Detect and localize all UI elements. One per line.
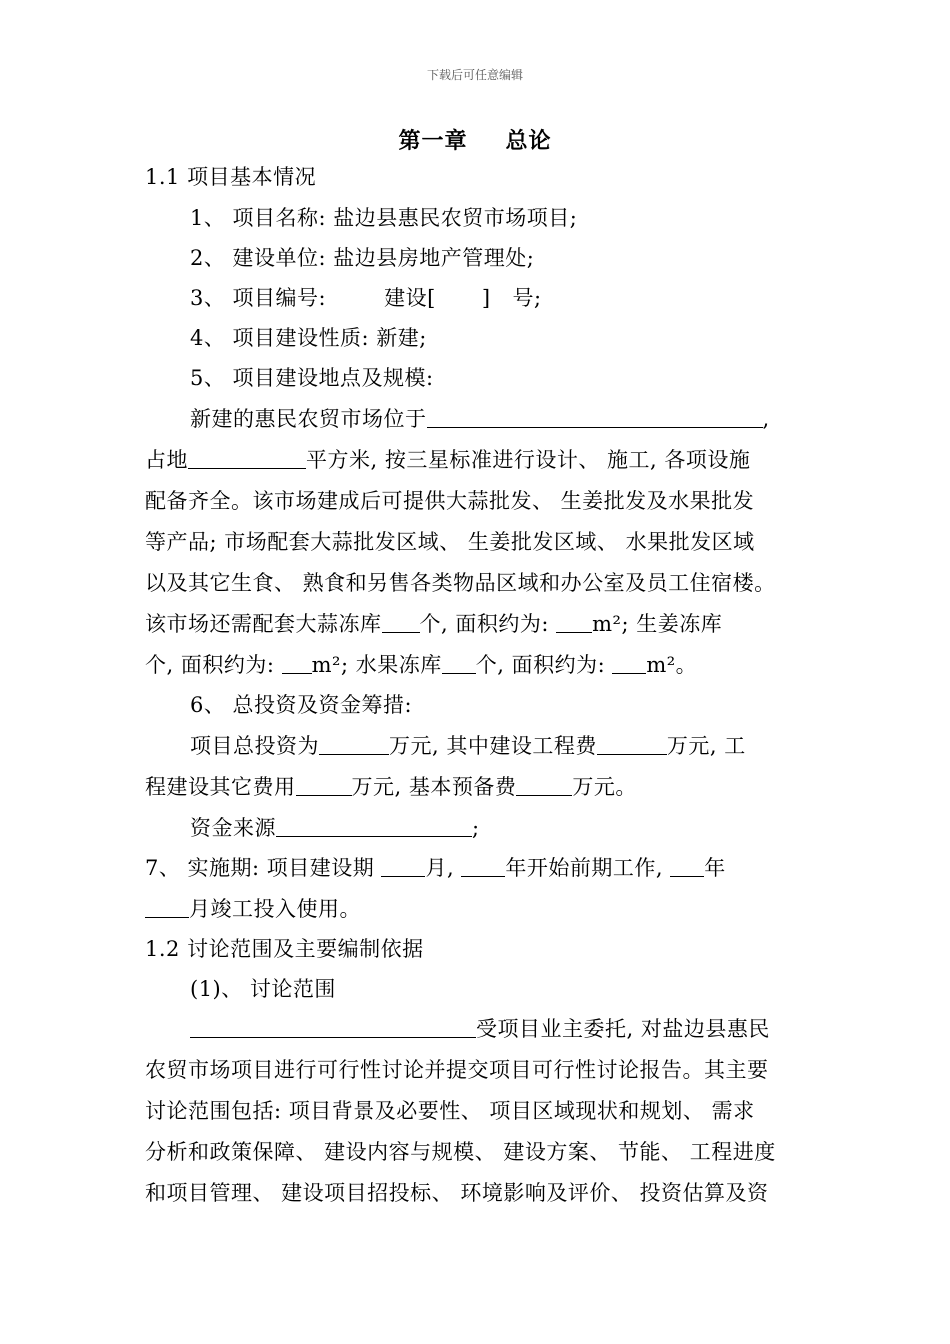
paragraph-line: 月竣工投入使用。 xyxy=(145,894,810,924)
item-build-nature: 4、 项目建设性质: 新建; xyxy=(190,326,427,350)
fill-blank xyxy=(670,854,704,877)
item-location-scale: 5、 项目建设地点及规模: xyxy=(190,366,434,390)
paragraph-line: 配备齐全。该市场建成后可提供大蒜批发、 生姜批发及水果批发 xyxy=(145,489,755,513)
paragraph-line: 农贸市场项目进行可行性讨论并提交项目可行性讨论报告。其主要 xyxy=(145,1058,769,1082)
fill-blank xyxy=(282,651,312,674)
fill-blank xyxy=(188,446,306,469)
fill-blank xyxy=(190,1015,476,1038)
item-build-unit: 2、 建设单位: 盐边县房地产管理处; xyxy=(190,246,535,270)
item-investment: 6、 总投资及资金筹措: xyxy=(190,693,413,717)
paragraph-line: 讨论范围包括: 项目背景及必要性、 项目区域现状和规划、 需求 xyxy=(145,1099,755,1123)
chapter-name: 总论 xyxy=(505,128,552,154)
fill-blank xyxy=(319,732,389,755)
paragraph-line: 资金来源 ; xyxy=(190,816,480,840)
fill-blank xyxy=(597,732,667,755)
fill-blank xyxy=(382,610,420,633)
header-note: 下载后可任意编辑 xyxy=(426,68,523,82)
section-heading-1-2: 1.2 讨论范围及主要编制依据 xyxy=(145,937,424,961)
paragraph-line: 项目总投资为 万元, 其中建设工程费 万元, 工 xyxy=(190,734,746,758)
fill-blank xyxy=(442,651,476,674)
fill-blank xyxy=(296,773,352,796)
paragraph-line: 个, 面积约为: m²; 水果冻库 个, 面积约为: m²。 xyxy=(145,653,698,677)
paragraph-line: 以及其它生食、 熟食和另售各类物品区域和办公室及员工住宿楼。 xyxy=(145,571,776,595)
item-project-name: 1、 项目名称: 盐边县惠民农贸市场项目; xyxy=(190,206,578,230)
fill-blank xyxy=(381,854,425,877)
fill-blank xyxy=(461,854,505,877)
chapter-number: 第一章 xyxy=(398,128,468,154)
item-schedule: 7、 实施期: 项目建设期 月, 年开始前期工作, 年 xyxy=(145,856,726,880)
paragraph-line: 等产品; 市场配套大蒜批发区域、 生姜批发区域、 水果批发区域 xyxy=(145,530,755,554)
fill-blank xyxy=(276,814,472,837)
chapter-title xyxy=(0,124,950,155)
paragraph-line: 受项目业主委托, 对盐边县惠民 xyxy=(190,1014,810,1044)
fill-blank xyxy=(145,895,189,918)
fill-blank xyxy=(556,610,592,633)
paragraph-line: 分析和政策保障、 建设内容与规模、 建设方案、 节能、 工程进度 xyxy=(145,1140,776,1164)
paragraph-line: 占地 平方米, 按三星标准进行设计、 施工, 各项设施 xyxy=(145,448,751,472)
fill-blank xyxy=(427,405,763,428)
paragraph-line: 新建的惠民农贸市场位于 , xyxy=(190,407,770,431)
paragraph-line: 程建设其它费用 万元, 基本预备费 万元。 xyxy=(145,775,637,799)
section-heading-1-1: 1.1 项目基本情况 xyxy=(145,165,317,189)
item-project-number: 3、 项目编号: 建设[ ] 号; xyxy=(190,286,542,310)
subsection-heading: (1)、 讨论范围 xyxy=(190,977,336,1001)
paragraph-line: 该市场还需配套大蒜冻库 个, 面积约为: m²; 生姜冻库 xyxy=(145,612,723,636)
fill-blank xyxy=(612,651,646,674)
paragraph-line: 和项目管理、 建设项目招投标、 环境影响及评价、 投资估算及资 xyxy=(145,1181,769,1205)
fill-blank xyxy=(516,773,572,796)
